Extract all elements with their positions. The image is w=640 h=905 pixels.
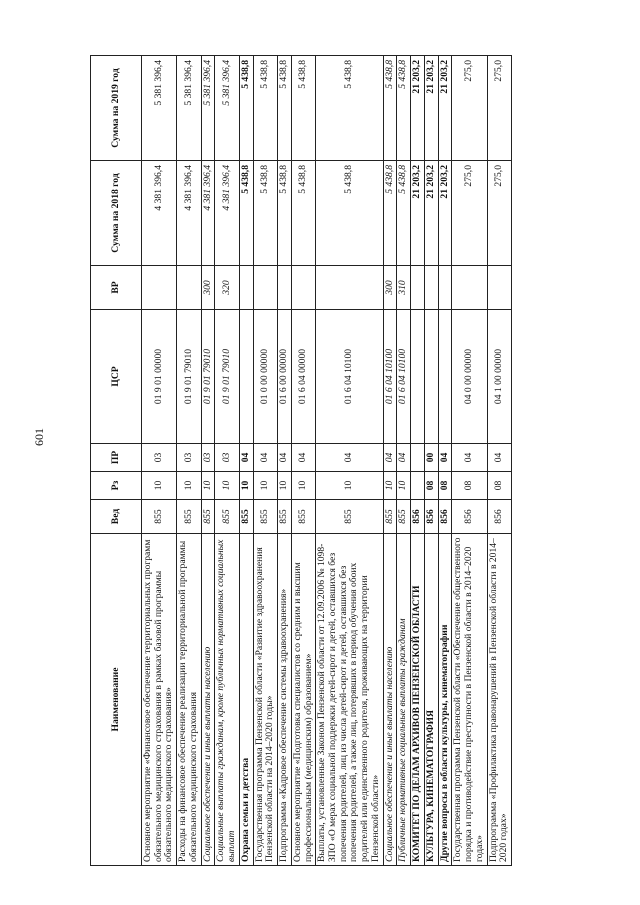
table-row [316,56,383,866]
cell-sum-2019: 5 438,8 [278,56,292,161]
table-body [142,56,512,866]
table-row [424,56,438,866]
cell-vr [253,266,277,310]
cell-vr [278,266,292,310]
cell-vr [438,266,452,310]
cell-sum-2018: 4 381 396,4 [201,161,215,266]
header-rz: Рз [91,472,142,500]
cell-ved: 856 [487,500,511,534]
table-row [487,56,511,866]
cell-csr: 04 1 00 00000 [487,310,511,444]
cell-rz: 10 [278,472,292,500]
cell-rz [411,472,425,500]
cell-pr [411,444,425,472]
cell-pr: 03 [201,444,215,472]
cell-ved: 855 [177,500,201,534]
cell-pr: 00 [424,444,438,472]
table-row [411,56,425,866]
table-row [383,56,397,866]
table-row [452,56,487,866]
cell-sum-2018: 5 438,8 [253,161,277,266]
cell-sum-2019: 5 381 396,4 [215,56,239,161]
table-header-row [91,56,142,866]
cell-vr: 320 [215,266,239,310]
cell-name: Государственная программа Пензенской области «Обеспечение общественного порядка и противодействие преступности в Пензенской области в 2014–2020 годах» [452,534,487,866]
table-row [142,56,177,866]
cell-csr: 01 9 01 00000 [142,310,177,444]
cell-ved: 855 [278,500,292,534]
cell-ved: 855 [253,500,277,534]
header-pr: ПР [91,444,142,472]
cell-name: Подпрограмма «Профилактика правонарушений в Пензенской области в 2014–2020 годах» [487,534,511,866]
cell-sum-2018: 5 438,8 [239,161,253,266]
cell-ved: 855 [291,500,315,534]
page-number: 601 [32,428,46,446]
cell-vr [487,266,511,310]
cell-ved: 856 [424,500,438,534]
cell-sum-2019: 21 203,2 [411,56,425,161]
header-csr: ЦСР [91,310,142,444]
table-row [215,56,239,866]
cell-rz: 10 [383,472,397,500]
budget-table [90,55,512,866]
cell-pr: 04 [487,444,511,472]
cell-pr: 04 [383,444,397,472]
cell-sum-2018: 21 203,2 [438,161,452,266]
cell-sum-2018: 4 381 396,4 [142,161,177,266]
cell-sum-2019: 5 381 396,4 [201,56,215,161]
cell-csr: 01 6 00 00000 [278,310,292,444]
cell-sum-2018: 275,0 [487,161,511,266]
cell-pr: 04 [316,444,383,472]
cell-pr: 04 [239,444,253,472]
cell-rz: 10 [177,472,201,500]
cell-name: Основное мероприятие «Подготовка специалистов со средним и высшим профессиональным (медицинским) образованием» [291,534,315,866]
cell-ved: 855 [142,500,177,534]
cell-ved: 855 [383,500,397,534]
cell-vr: 300 [201,266,215,310]
cell-vr: 300 [383,266,397,310]
cell-ved: 856 [452,500,487,534]
cell-sum-2019: 5 438,8 [253,56,277,161]
cell-csr: 01 6 04 10100 [383,310,397,444]
cell-rz: 10 [291,472,315,500]
table-row [438,56,452,866]
cell-rz: 10 [142,472,177,500]
table-row [239,56,253,866]
cell-csr: 01 6 04 00000 [291,310,315,444]
cell-sum-2019: 5 438,8 [397,56,411,161]
cell-sum-2019: 5 438,8 [291,56,315,161]
cell-name: Охрана семьи и детства [239,534,253,866]
cell-rz: 10 [239,472,253,500]
cell-vr [452,266,487,310]
cell-csr [438,310,452,444]
cell-sum-2019: 275,0 [452,56,487,161]
cell-name: Основное мероприятие «Финансовое обеспечение территориальных программ обязательного медицинского страхования в рамках базовой программы обязательного медицинского страхования» [142,534,177,866]
cell-csr [424,310,438,444]
cell-vr [142,266,177,310]
table-row [201,56,215,866]
table-row [291,56,315,866]
cell-rz: 10 [397,472,411,500]
cell-ved: 856 [411,500,425,534]
cell-rz: 10 [215,472,239,500]
cell-sum-2019: 21 203,2 [424,56,438,161]
cell-pr: 03 [215,444,239,472]
cell-vr [291,266,315,310]
table-row [177,56,201,866]
cell-name: Выплаты, установленные Законом Пензенской области от 12.09.2006 № 1098-ЗПО «О мерах социальной поддержки детей-сирот и детей, оставшихся без попечения родителей, лиц из числа детей-сирот и детей, оставшихся без попечения родителей, а также лиц, потерявших в период обучения обоих родителей или единственного родителя, проживающих на территории Пензенской области» [316,534,383,866]
cell-rz: 08 [452,472,487,500]
header-vr: ВР [91,266,142,310]
cell-pr: 04 [438,444,452,472]
cell-ved: 855 [201,500,215,534]
cell-name: Социальное обеспечение и иные выплаты населению [201,534,215,866]
cell-sum-2018: 4 381 396,4 [215,161,239,266]
cell-csr: 01 6 04 10100 [397,310,411,444]
header-sum-2019: Сумма на 2019 год [91,56,142,161]
cell-ved: 855 [239,500,253,534]
cell-rz: 08 [487,472,511,500]
cell-name: Подпрограмма «Кадровое обеспечение системы здравоохранения» [278,534,292,866]
cell-vr [411,266,425,310]
cell-pr: 03 [142,444,177,472]
cell-name: КУЛЬТУРА, КИНЕМАТОГРАФИЯ [424,534,438,866]
cell-pr: 04 [253,444,277,472]
cell-name: Публичные нормативные социальные выплаты гражданам [397,534,411,866]
cell-vr [239,266,253,310]
cell-vr [316,266,383,310]
cell-rz: 08 [424,472,438,500]
table-row [253,56,277,866]
table-row [397,56,411,866]
cell-name: Социальное обеспечение и иные выплаты населению [383,534,397,866]
cell-pr: 04 [452,444,487,472]
cell-name: Государственная программа Пензенской области «Развитие здравоохранения Пензенской области на 2014–2020 годы» [253,534,277,866]
cell-sum-2018: 5 438,8 [278,161,292,266]
cell-rz: 10 [201,472,215,500]
cell-name: Другие вопросы в области культуры, кинематографии [438,534,452,866]
cell-sum-2018: 5 438,8 [383,161,397,266]
cell-sum-2018: 4 381 396,4 [177,161,201,266]
cell-sum-2019: 5 438,8 [383,56,397,161]
cell-vr [424,266,438,310]
cell-rz: 10 [253,472,277,500]
cell-name: Расходы на финансовое обеспечение реализации территориальной программы обязательного медицинского страхования [177,534,201,866]
cell-sum-2018: 5 438,8 [397,161,411,266]
cell-csr: 01 9 01 79010 [201,310,215,444]
cell-csr [239,310,253,444]
cell-pr: 04 [291,444,315,472]
header-ved: Вед [91,500,142,534]
cell-csr: 01 9 01 79010 [215,310,239,444]
cell-rz: 10 [316,472,383,500]
header-name: Наименование [91,534,142,866]
cell-sum-2018: 275,0 [452,161,487,266]
cell-ved: 856 [438,500,452,534]
cell-name: Социальные выплаты гражданам, кроме публичных нормативных социальных выплат [215,534,239,866]
cell-rz: 08 [438,472,452,500]
cell-sum-2019: 5 381 396,4 [177,56,201,161]
cell-sum-2019: 5 381 396,4 [142,56,177,161]
cell-ved: 855 [397,500,411,534]
cell-csr: 04 0 00 00000 [452,310,487,444]
cell-vr: 310 [397,266,411,310]
cell-sum-2018: 5 438,8 [291,161,315,266]
cell-csr: 01 0 00 00000 [253,310,277,444]
cell-sum-2018: 21 203,2 [424,161,438,266]
cell-pr: 04 [278,444,292,472]
cell-csr: 01 6 04 10100 [316,310,383,444]
cell-pr: 03 [177,444,201,472]
cell-csr: 01 9 01 79010 [177,310,201,444]
cell-csr [411,310,425,444]
cell-pr: 04 [397,444,411,472]
cell-ved: 855 [215,500,239,534]
cell-vr [177,266,201,310]
cell-sum-2019: 5 438,8 [239,56,253,161]
cell-name: КОМИТЕТ ПО ДЕЛАМ АРХИВОВ ПЕНЗЕНСКОЙ ОБЛАСТИ [411,534,425,866]
cell-sum-2019: 275,0 [487,56,511,161]
cell-ved: 855 [316,500,383,534]
table-row [278,56,292,866]
cell-sum-2019: 21 203,2 [438,56,452,161]
cell-sum-2019: 5 438,8 [316,56,383,161]
header-sum-2018: Сумма на 2018 год [91,161,142,266]
cell-sum-2018: 21 203,2 [411,161,425,266]
cell-sum-2018: 5 438,8 [316,161,383,266]
budget-table-container [90,56,512,866]
